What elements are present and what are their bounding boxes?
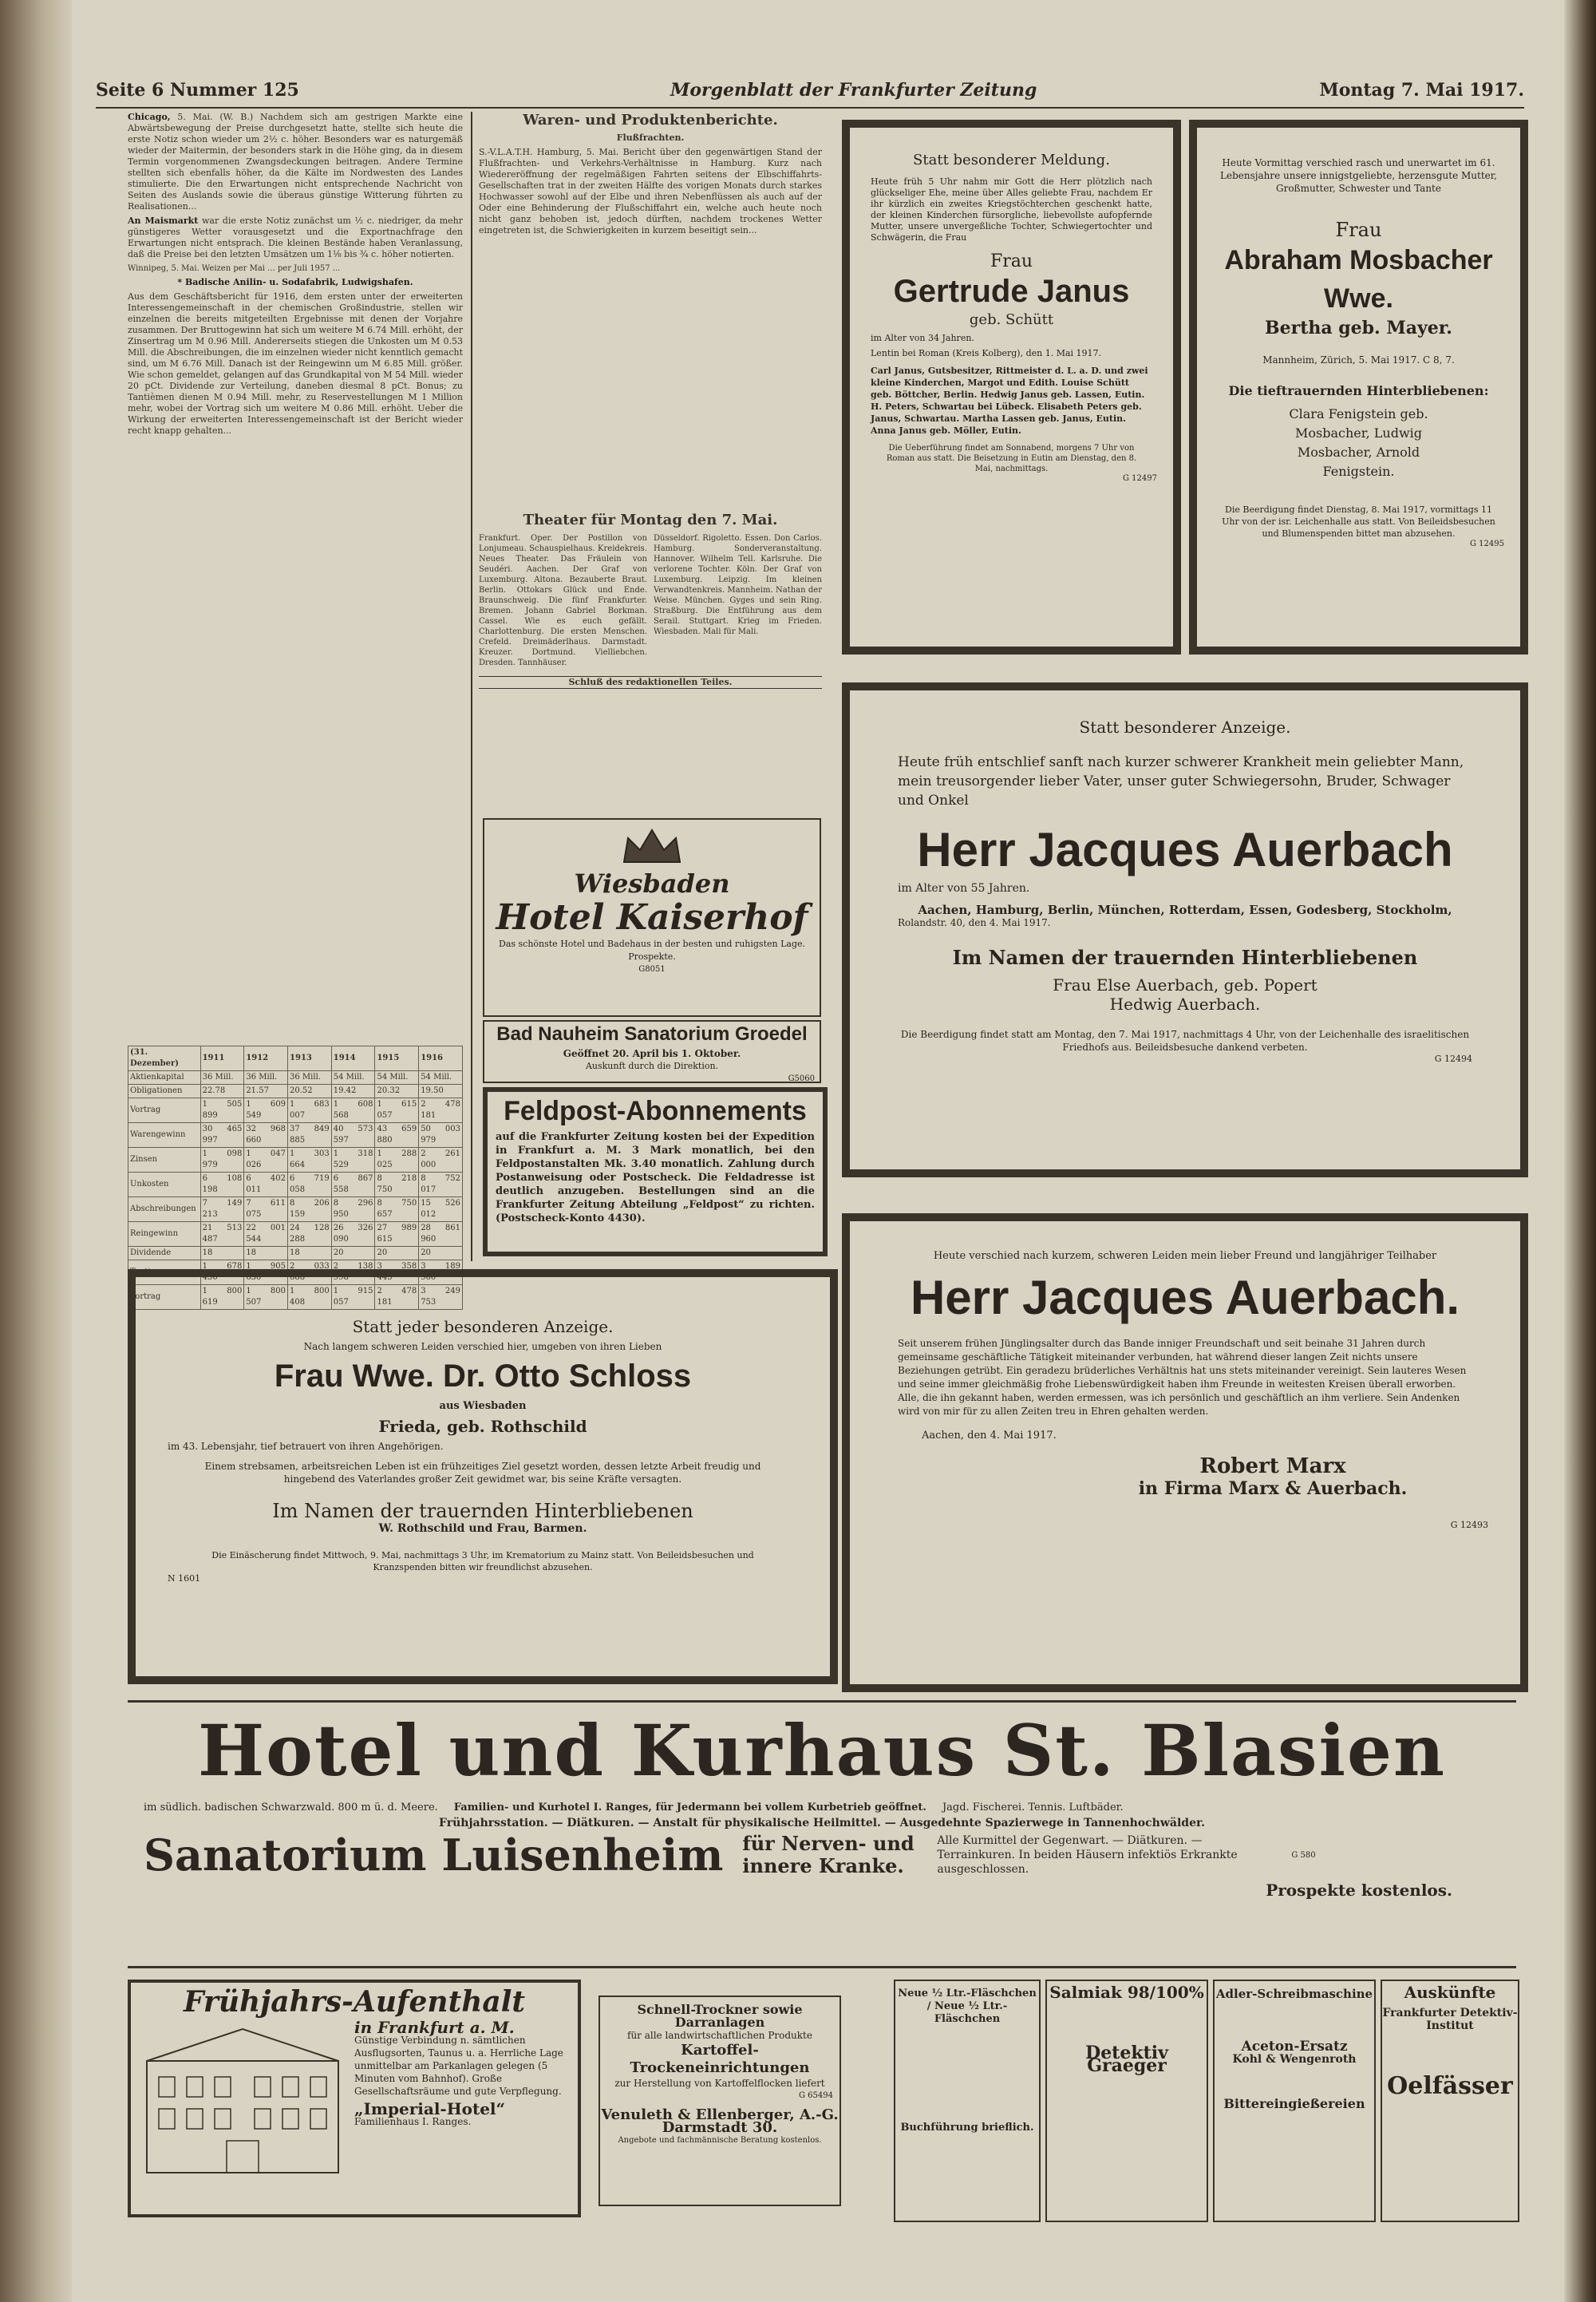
table-cell: Obligationen — [128, 1085, 201, 1098]
table-cell: 2 478 181 — [375, 1285, 419, 1310]
table-cell: 21 513 487 — [200, 1222, 244, 1247]
table-cell: 1 047 026 — [244, 1148, 288, 1173]
table-header-cell: 1916 — [419, 1046, 463, 1071]
schloss-funeral: Die Einäscherung findet Mittwoch, 9. Mai, nachmittags 3 Uhr, im Krematorium zu Mainz statt. Von Beileidsbesuchen und Kranzspenden bitten wir freundlichst abzusehen. — [211, 1550, 754, 1572]
fruehjahr-sub: Familienhaus I. Ranges. — [354, 2116, 472, 2127]
table-cell: 37 849 885 — [288, 1123, 332, 1148]
theater-title: Theater für Montag den 7. Mai. — [523, 512, 778, 528]
schloss-sub: Nach langem schweren Leiden verschied hier, umgeben von ihren Lieben — [303, 1341, 662, 1352]
mosbacher-place: Mannheim, Zürich, 5. Mai 1917. C 8, 7. — [1262, 354, 1455, 366]
column-divider — [471, 112, 472, 1261]
table-cell: 8 206 159 — [288, 1197, 332, 1222]
theater-left: Frankfurt. Oper. Der Postillon von Lonjumeau. Schauspielhaus. Kreidekreis. Neues Theater. Das Fräulein von Seudéri. Aachen. Der Graf von Luxemburg. Altona. Bezauberte Braut. Berlin. Ottokars Glück und Ende. Braunschweig. Die fünf Frankfurter. Bremen. Johann Gabriel Borkman. Cassel. Wie es euch gefällt. Charlottenburg. Die ersten Menschen. Crefeld. Dreimäderlhaus. Darmstadt. Kreuzer. Dortmund. Vielliebchen. Dresden. Tannhäuser. — [479, 534, 647, 667]
table-cell: 8 752 017 — [419, 1173, 463, 1197]
auerbach1-address: Rolandstr. 40, den 4. Mai 1917. — [898, 917, 1051, 928]
table-cell: 36 Mill. — [288, 1071, 332, 1085]
schloss-geb: Frieda, geb. Rothschild — [378, 1417, 587, 1436]
luisenheim-row — [128, 1829, 1516, 1881]
auerbach2-name: Herr Jacques Auerbach. — [910, 1271, 1460, 1324]
table-header-cell: 1913 — [288, 1046, 332, 1071]
table-cell: 7 149 213 — [200, 1197, 244, 1222]
nauheim-info: Auskunft durch die Direktion. — [585, 1061, 719, 1071]
table-cell: 2 033 688 — [288, 1260, 332, 1285]
table-cell: 19.50 — [419, 1085, 463, 1098]
blasien-ad — [128, 1700, 1516, 1968]
adler-title: Adler-Schreibmaschine — [1215, 1987, 1373, 2001]
market-column — [128, 112, 463, 440]
schloss-mourn-title: Im Namen der trauernden Hinterbliebenen — [272, 1500, 693, 1522]
table-cell: 18 — [200, 1247, 244, 1260]
blasien-line1a: im südlich. badischen Schwarzwald. 800 m ü. d. Meere. — [144, 1802, 438, 1814]
auerbach1-funeral: Die Beerdigung findet statt am Montag, den 7. Mai 1917, nachmittags 4 Uhr, von der Leichenhalle des israelitischen Friedhofs aus. Beileidsbesuche dankend verbeten. — [900, 1029, 1470, 1053]
detektiv-title: Frankfurter Detektiv-Institut — [1382, 2007, 1518, 2032]
table-cell: 50 003 979 — [419, 1123, 463, 1148]
janus-funeral: Die Ueberführung findet am Sonnabend, morgens 7 Uhr von Roman aus statt. Die Beisetzung in Eutin am Dienstag, den 8. Mai, nachmittags. — [886, 444, 1137, 473]
table-cell: 1 683 007 — [288, 1098, 332, 1123]
schloss-intro: Statt jeder besonderen Anzeige. — [352, 1317, 614, 1336]
table-header-cell: (31. Dezember) — [128, 1046, 201, 1071]
janus-intro: Statt besonderer Meldung. — [913, 152, 1110, 168]
newspaper-title: Morgenblatt der Frankfurter Zeitung — [670, 80, 1037, 101]
theater-listing — [479, 533, 822, 671]
table-cell: 27 989 615 — [375, 1222, 419, 1247]
nauheim-ad — [483, 1020, 821, 1083]
table-cell: 7 611 075 — [244, 1197, 288, 1222]
auerbach2-place: Aachen, den 4. Mai 1917. — [922, 1430, 1057, 1442]
table-row — [128, 1098, 463, 1123]
table-cell: 8 296 950 — [331, 1197, 375, 1222]
table-cell: 28 861 960 — [419, 1222, 463, 1247]
flaschchen-title: Neue ½ Ltr.-Fläschchen / Neue ½ Ltr.-Fläschchen — [898, 1988, 1037, 2025]
table-cell: 30 465 997 — [200, 1123, 244, 1148]
schloss-code: N 1601 — [168, 1573, 201, 1584]
table-cell: 40 573 597 — [331, 1123, 375, 1148]
luisenheim-for: für Nerven- und innere Kranke. — [742, 1832, 915, 1877]
feldpost-text: auf die Frankfurter Zeitung kosten bei der Expedition in Frankfurt a. M. 3 Mark monatlich, bei den Feldpostanstalten Mk. 3.40 monatlich. Zahlung durch Postanweisung oder Postscheck. Die Feldadresse ist deutlich anzugeben. Bestellungen sind an die Frankfurter Zeitung Abteilung „Feldpost“ zu richten. (Postscheck-Konto 4430). — [496, 1131, 815, 1224]
mosbacher-mourners-head: Die tieftrauernden Hinterbliebenen: — [1228, 383, 1489, 398]
table-cell: 54 Mill. — [419, 1071, 463, 1085]
schloss-text: Einem strebsamen, arbeitsreichen Leben ist ein frühzeitiges Ziel gesetzt worden, dessen letzte Arbeit freudig und hingebend des Vaterlandes großer Zeit gewidmet war, bis seine Kräfte versagten. — [204, 1461, 761, 1485]
blasien-line2: Frühjahrsstation. — Diätkuren. — Anstalt für physikalische Heilmittel. — Ausgedehnte Spazierwege in Tannenhochwälder. — [439, 1817, 1205, 1829]
crown-icon — [616, 826, 688, 866]
auerbach1-intro: Statt besonderer Anzeige. — [1079, 718, 1291, 737]
table-cell: 1 915 057 — [331, 1285, 375, 1310]
table-cell: 43 659 880 — [375, 1123, 419, 1148]
commodity-column — [479, 112, 822, 254]
table-header-cell: 1914 — [331, 1046, 375, 1071]
janus-frau: Frau — [990, 251, 1033, 271]
feldpost-title: Feldpost-Abonnements — [504, 1096, 807, 1126]
janus-code: G 12497 — [1123, 474, 1157, 483]
table-cell: Warengewinn — [128, 1123, 201, 1148]
table-cell: 19.42 — [331, 1085, 375, 1098]
table-cell: 1 608 568 — [331, 1098, 375, 1123]
table-cell: 3 249 753 — [419, 1285, 463, 1310]
table-cell: 2 261 000 — [419, 1148, 463, 1173]
mosbacher-code: G 12495 — [1470, 540, 1504, 548]
auerbach1-code: G 12494 — [1434, 1054, 1472, 1064]
auerbach1-name: Herr Jacques Auerbach — [917, 823, 1453, 876]
janus-text: Heute früh 5 Uhr nahm mir Gott die Herr plötzlich nach glückseliger Ehe, meine über Alles geliebte Frau, nachdem Er ihr kürzlich ein zweites Kriegstöchterchen geschenkt hatte, der kleinen Kinderchen fürsorgliche, liebevollste aufopfernde Mutter, unsere unvergeßliche Tochter, Schwiegertochter und Schwägerin, die Frau — [871, 176, 1152, 243]
table-row — [128, 1197, 463, 1222]
trockner-main: Kartoffel-Trockeneinrichtungen — [630, 2042, 810, 2076]
feldpost-ad — [483, 1087, 828, 1256]
mosbacher-frau: Frau — [1335, 219, 1382, 241]
fruehjahr-info — [354, 2018, 570, 2181]
table-row — [128, 1222, 463, 1247]
table-cell: 32 968 660 — [244, 1123, 288, 1148]
auerbach-obituary — [842, 682, 1528, 1177]
blasien-line1c: Jagd. Fischerei. Tennis. Luftbäder. — [942, 1802, 1124, 1814]
nauheim-code: G5060 — [788, 1074, 815, 1083]
chicago-text: 5. Mai. (W. B.) Nachdem sich am gestrigen Markte eine Abwärtsbewegung der Preise durchgesetzt hatte, stellte sich heute die erste Notiz schon wieder um 2½ c. höher. Besonders war es naturgemäß wieder der Maitermin, der besonders stark in die Höhe ging, da in diesem Termin vorgenommenen Zwangsdeckungen beitragen. Andere Termine stellten sich ebenfalls höher, da die Kälte im Nordwesten des Landes stimulierte. Die den Erwartungen nicht entsprechende Nachricht von Seiten des Auslands sowie die überaus günstige Witterung führten zu Realisationen... — [128, 112, 463, 212]
wiesbaden-sub: Das schönste Hotel und Badehaus in der besten und ruhigsten Lage. Prospekte. — [499, 939, 805, 962]
table-cell: 1 288 025 — [375, 1148, 419, 1173]
fruehjahr-text: Günstige Verbindung n. sämtlichen Ausflugsorten, Taunus u. a. Herrliche Lage unmittelbar am Parkanlagen gelegen (5 Minuten vom Bahnhof). Große Gesellschaftsräume und gute Verpflegung. — [354, 2035, 563, 2097]
auerbach1-age: im Alter von 55 Jahren. — [898, 882, 1030, 895]
table-cell: Reingewinn — [128, 1222, 201, 1247]
badische-head: * Badische Anilin- u. Sodafabrik, Ludwigshafen. — [177, 277, 413, 287]
wiesbaden-city: Wiesbaden — [574, 868, 730, 899]
trockner-title: Schnell-Trockner sowie Darranlagen — [637, 2002, 803, 2030]
table-cell: 1 800 619 — [200, 1285, 244, 1310]
table-row — [128, 1123, 463, 1148]
trockner-city: Darmstadt 30. — [662, 2119, 778, 2136]
table-cell: Vortrag — [128, 1285, 201, 1310]
table-cell: 26 326 090 — [331, 1222, 375, 1247]
janus-obituary — [842, 120, 1181, 655]
table-cell: 18 — [244, 1247, 288, 1260]
table-cell: 3 189 960 — [419, 1260, 463, 1285]
wiesbaden-code: G8051 — [638, 965, 666, 974]
table-row — [128, 1085, 463, 1098]
issue-date: Montag 7. Mai 1917. — [1319, 80, 1524, 101]
trockner-sub2: zur Herstellung von Kartoffelflocken liefert — [614, 2078, 825, 2089]
auerbach1-cities: Aachen, Hamburg, Berlin, München, Rotterdam, Essen, Godesberg, Stockholm, — [918, 903, 1452, 917]
table-cell: 6 719 058 — [288, 1173, 332, 1197]
mosbacher-obituary — [1189, 120, 1528, 655]
aceton-title: Aceton-Ersatz — [1241, 2039, 1348, 2055]
page-number: Seite 6 Nummer 125 — [96, 80, 299, 101]
badische-text: Aus dem Geschäftsbericht für 1916, dem ersten unter der erweiterten Interessengemeinschaft in der chemischen Großindustrie, stellen wir einzelnen die bereits mitgeteilten Ergebnisse mit denen der Vorjahre zusammen. Der Bruttogewinn hat sich um weitere M 6.74 Mill. erhöht, der Zinsertrag um M 0.96 Mill. Andererseits stiegen die Unkosten um M 0.53 Mill. die Abschreibungen, die im einzelnen wieder nicht kenntlich gemacht sind, um M 6.76 Mill. Danach ist der Reingewinn um M 6.85 Mill. größer. Wie schon gemeldet, gelangen auf das Grundkapital von M 54 Mill. wieder 20 pCt. Dividende zur Verteilung, daneben diesmal 8 pCt. Bonus; zu Tantièmen dienen M 0.94 Mill. mehr, zu Reservestellungen M 1 Million mehr, wobei der Vortrag sich um weitere M 0.86 Mill. erhöht. Ueber die Wirkung der erweiterten Interessengemeinschaft ist der Bericht wieder recht knapp gehalten... — [128, 291, 463, 436]
commodity-subtitle: Flußfrachten. — [616, 133, 685, 143]
blasien-code: G 580 — [1291, 1850, 1316, 1860]
hotel-building-icon — [139, 2021, 346, 2181]
table-cell: 20 — [375, 1247, 419, 1260]
auerbach1-text: Heute früh entschlief sanft nach kurzer schwerer Krankheit mein geliebter Mann, mein treusorgender lieber Vater, unser guter Schwiegersohn, Bruder, Schwager und Onkel — [898, 754, 1464, 809]
janus-mourners: Carl Janus, Gutsbesitzer, Rittmeister d. L. a. D. und zwei kleine Kinderchen, Margot und Edith. Louise Schütt geb. Böttcher, Berlin. Hedwig Janus geb. Lassen, Eutin. H. Peters, Schwartau bei Lübeck. Elisabeth Peters geb. Janus, Schwartau. Martha Lassen geb. Janus, Eutin. Anna Janus geb. Möller, Eutin. — [871, 366, 1148, 436]
table-cell: Unkosten — [128, 1173, 201, 1197]
table-cell: 1 905 630 — [244, 1260, 288, 1285]
fruehjahr-city: in Frankfurt a. M. — [354, 2018, 515, 2037]
auerbach2-intro: Heute verschied nach kurzem, schweren Leiden mein lieber Freund und langjähriger Teilhaber — [933, 1250, 1437, 1262]
table-cell: 18 — [288, 1247, 332, 1260]
auerbach2-code: G 12493 — [1450, 1520, 1488, 1530]
wiesbaden-ad — [483, 818, 821, 1017]
table-cell: Aktienkapital — [128, 1071, 201, 1085]
schloss-mourners: W. Rothschild und Frau, Barmen. — [378, 1522, 587, 1535]
janus-age: im Alter von 34 Jahren. — [871, 333, 974, 343]
blasien-line1b: Familien- und Kurhotel I. Ranges, für Jedermann bei vollem Kurbetrieb geöffnet. — [453, 1802, 926, 1814]
theater-right: Düsseldorf. Rigoletto. Essen. Don Carlos. Hamburg. Sonderveranstaltung. Hannover. Wilhelm Tell. Karlsruhe. Die verlorene Tochter. Köln. Der Graf von Luxemburg. Leipzig. Im kleinen Verwandtenkreis. Mannheim. Nathan der Weise. München. Gyges und sein Ring. Straßburg. Die Entführung aus dem Serail. Stuttgart. Krieg im Frieden. Wiesbaden. Mali für Mali. — [654, 534, 822, 636]
janus-name: Gertrude Janus — [893, 274, 1130, 309]
luisenheim-title: Sanatorium Luisenheim — [144, 1829, 724, 1881]
table-cell: 1 609 549 — [244, 1098, 288, 1123]
table-cell: 1 303 664 — [288, 1148, 332, 1173]
table-row — [128, 1071, 463, 1085]
table-header-cell: 1912 — [244, 1046, 288, 1071]
flaschchen-ad — [894, 1980, 1041, 2222]
table-cell: 22.78 — [200, 1085, 244, 1098]
page-edge — [1564, 0, 1596, 2302]
editorial-end: Schluß des redaktionellen Teiles. — [479, 676, 822, 689]
trockner-ad — [598, 1995, 841, 2206]
commodity-title: Waren- und Produktenberichte. — [523, 112, 778, 129]
auerbach2-text: Seit unserem frühen Jünglingsalter durch das Bande inniger Freundschaft und seit beinahe 31 Jahren durch gemeinsame geschäftliche Tätigkeit miteinander verbunden, hat während dieser langen Zeit nichts unsere Beziehungen getrübt. Ein geradezu brüderliches Verhältnis hat uns stets miteinander vereinigt. Sein lauteres Wesen und seine immer gleichmäßig frohe Liebenswürdigkeit haben ihm Freunde in weitesten Kreisen überall erworben. Alle, die ihn gekannt haben, werden ermessen, was ich persönlich und geschäftlich an ihm verliere. Sein Andenken wird von mir für zu allen Zeiten treu in Ehren gehalten werden. — [898, 1338, 1467, 1417]
bitterei-title: Bittereingießereien — [1223, 2096, 1365, 2111]
table-cell: 20.32 — [375, 1085, 419, 1098]
janus-geb: geb. Schütt — [969, 311, 1054, 328]
mosbacher-geb: Bertha geb. Mayer. — [1265, 318, 1452, 338]
table-cell: 8 218 750 — [375, 1173, 419, 1197]
table-cell: 15 526 012 — [419, 1197, 463, 1222]
fruehjahr-hotel: „Imperial-Hotel“ — [354, 2099, 506, 2118]
table-cell: 6 108 198 — [200, 1173, 244, 1197]
table-row — [128, 1173, 463, 1197]
table-cell: 1 505 899 — [200, 1098, 244, 1123]
table-cell: 2 478 181 — [419, 1098, 463, 1123]
nauheim-line: Geöffnet 20. April bis 1. Oktober. — [563, 1048, 741, 1059]
theater-block — [479, 511, 822, 692]
table-cell: 1 800 408 — [288, 1285, 332, 1310]
fruehjahr-ad — [128, 1980, 581, 2217]
mosbacher-funeral: Die Beerdigung findet Dienstag, 8. Mai 1917, vormittags 11 Uhr von der isr. Leichenhalle aus statt. Von Beileidsbesuchen und Blumenspenden bittet man abzusehen. — [1222, 504, 1495, 539]
table-cell: 54 Mill. — [375, 1071, 419, 1085]
auerbach2-firm: in Firma Marx & Auerbach. — [1138, 1478, 1408, 1499]
mais-head: An Maismarkt — [128, 216, 199, 226]
table-cell: 36 Mill. — [200, 1071, 244, 1085]
schloss-obituary — [128, 1269, 838, 1684]
table-cell: 1 098 979 — [200, 1148, 244, 1173]
mais-text: war die erste Notiz zunächst um ½ c. niedriger, da mehr günstigeres Wetter vorausgesetzt und die Exportnachfrage den Erwartungen nicht entsprach. Die kleinen Bestände haben Veranlassung, daß die Preise bei den letzten Umsätzen um 1⅛ bis ¾ c. höher notierten. — [128, 216, 464, 259]
schloss-age: im 43. Lebensjahr, tief betrauert von ihren Angehörigen. — [168, 1441, 444, 1452]
table-cell: 8 750 657 — [375, 1197, 419, 1222]
trockner-sub: für alle landwirtschaftlichen Produkte — [627, 2030, 812, 2041]
auskuenfte-ad — [1381, 1980, 1519, 2222]
table-row — [128, 1247, 463, 1260]
janus-place: Lentin bei Roman (Kreis Kolberg), den 1. Mai 1917. — [871, 348, 1102, 358]
kohl-title: Kohl & Wengenroth — [1232, 2053, 1357, 2066]
table-cell: 54 Mill. — [331, 1071, 375, 1085]
oelfaesser-title: Oelfässer — [1387, 2072, 1513, 2100]
trockner-code: G 65494 — [799, 2091, 833, 2100]
auerbach1-mourners2: Hedwig Auerbach. — [1109, 995, 1261, 1014]
luisenheim-right: Alle Kurmittel der Gegenwart. — Diätkuren. — Terrainkuren. In beiden Häusern infektiös Erkrankte ausgeschlossen. — [937, 1834, 1238, 1876]
trockner-note: Angebote und fachmännische Beratung kostenlos. — [618, 2136, 822, 2145]
salmiak-ad — [1045, 1980, 1208, 2222]
blasien-prospekte: Prospekte kostenlos. — [1266, 1881, 1452, 1900]
table-cell: 36 Mill. — [244, 1071, 288, 1085]
schloss-from: aus Wiesbaden — [439, 1400, 527, 1412]
commodity-text: S.-V.L.A.T.H. Hamburg, 5. Mai. Bericht über den gegenwärtigen Stand der Flußfrachten- und Verkehrs-Verhältnisse in Hamburg. Kurz nach Wiedereröffnung der regelmäßigen Fahrten seitens der Elbschiffahrts-Gesellschaften trat in der zweiten Hälfte des vorigen Monats durch starkes Hochwasser sowohl auf der Elbe und ihren Nebenflüssen als auch auf der Oder eine Behinderung der Flußschiffahrt ein, welche auch heute noch nicht ganz behoben ist, jedoch dürften, nachdem trockenes Wetter eingetreten ist, die Schwierigkeiten in kurzem beseitigt sein... — [479, 147, 822, 235]
table-cell: 20 — [331, 1247, 375, 1260]
fruehjahr-body — [131, 2018, 578, 2181]
chicago-head: Chicago, — [128, 112, 171, 122]
table-cell: 3 358 445 — [375, 1260, 419, 1285]
table-cell: 1 678 430 — [200, 1260, 244, 1285]
table-cell: 1 800 507 — [244, 1285, 288, 1310]
table-cell: Tantieme — [128, 1260, 201, 1285]
marx-obituary — [842, 1213, 1528, 1692]
adler-ad — [1213, 1980, 1376, 2222]
table-cell: 2 138 998 — [331, 1260, 375, 1285]
table-cell: 1 318 529 — [331, 1148, 375, 1173]
mosbacher-mourners: Clara Fenigstein geb. Mosbacher, Ludwig Mosbacher, Arnold Fenigstein. — [1289, 406, 1428, 479]
page-header — [96, 80, 1524, 109]
auerbach2-signer: Robert Marx — [1199, 1454, 1346, 1478]
table-cell: 20 — [419, 1247, 463, 1260]
table-cell: Zinsen — [128, 1148, 201, 1173]
auerbach1-mourners: Frau Else Auerbach, geb. Popert — [1053, 975, 1317, 995]
auskuenfte-title: Auskünfte — [1404, 1983, 1496, 2002]
table-cell: 6 402 011 — [244, 1173, 288, 1197]
winnipeg-line: Winnipeg, 5. Mai. Weizen per Mai ... per Juli 1957 ... — [128, 264, 341, 273]
fruehjahr-title: Frühjahrs-Aufenthalt — [183, 1985, 526, 2019]
book-binding — [0, 0, 72, 2302]
wiesbaden-hotel: Hotel Kaiserhof — [496, 897, 808, 938]
table-cell: 20.52 — [288, 1085, 332, 1098]
table-cell: Dividende — [128, 1247, 201, 1260]
blasien-line1 — [128, 1798, 1516, 1817]
buchfuehrung-title: Buchführung brieflich. — [900, 2122, 1034, 2134]
mosbacher-text: Heute Vormittag verschied rasch und unerwartet im 61. Lebensjahre unsere innigstgeliebte, herzensgute Mutter, Großmutter, Schwester und Tante — [1220, 157, 1497, 194]
graeger-title: Detektiv Graeger — [1085, 2043, 1168, 2076]
mosbacher-name: Abraham Mosbacher Wwe. — [1224, 245, 1493, 314]
table-cell: 6 867 558 — [331, 1173, 375, 1197]
nauheim-title: Bad Nauheim Sanatorium Groedel — [496, 1023, 808, 1045]
table-cell: 24 128 288 — [288, 1222, 332, 1247]
table-cell: 1 615 057 — [375, 1098, 419, 1123]
blasien-title: Hotel und Kurhaus St. Blasien — [198, 1709, 1446, 1792]
trockner-firm: Venuleth & Ellenberger, A.-G. — [601, 2106, 839, 2123]
table-cell: 22 001 544 — [244, 1222, 288, 1247]
table-row — [128, 1148, 463, 1173]
table-header-cell: 1915 — [375, 1046, 419, 1071]
table-cell: 21.57 — [244, 1085, 288, 1098]
schloss-name: Frau Wwe. Dr. Otto Schloss — [274, 1359, 692, 1394]
table-cell: Abschreibungen — [128, 1197, 201, 1222]
salmiak-title: Salmiak 98/100% — [1049, 1983, 1204, 2002]
commodity-text-cont — [479, 239, 822, 251]
table-cell: Vortrag — [128, 1098, 201, 1123]
auerbach1-mourn-title: Im Namen der trauernden Hinterbliebenen — [952, 946, 1418, 969]
table-header-cell: 1911 — [200, 1046, 244, 1071]
